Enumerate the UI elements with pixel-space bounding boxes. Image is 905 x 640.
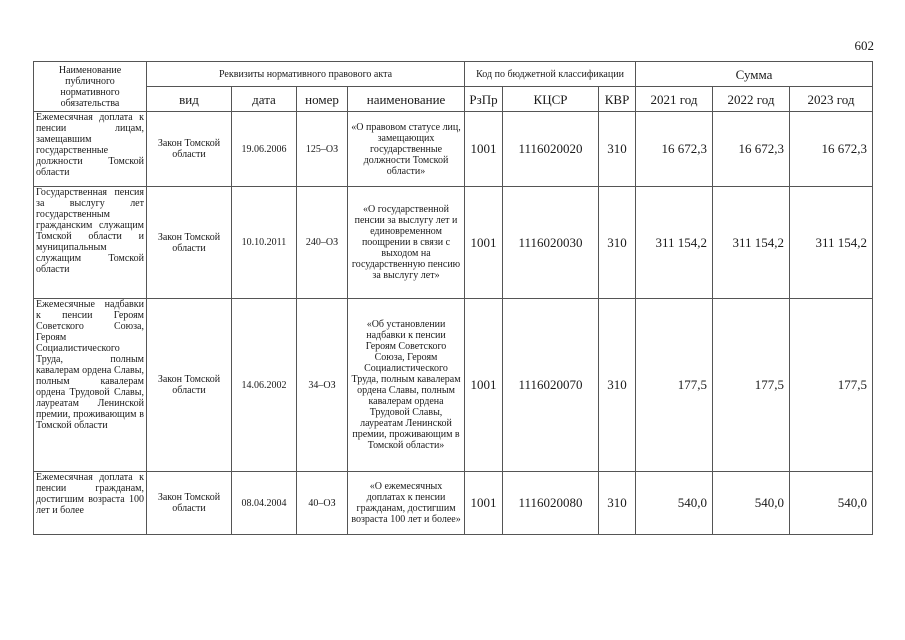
header-row-2 xyxy=(34,87,873,112)
sum-2021: 177,5 xyxy=(636,299,713,472)
act-number: 34–ОЗ xyxy=(297,299,348,472)
sum-2021: 311 154,2 xyxy=(636,187,713,299)
header-vid: вид xyxy=(147,87,232,112)
act-title: «О правовом статусе лиц, замещающих государственные должности Томской области» xyxy=(348,112,465,187)
sum-2023: 16 672,3 xyxy=(790,112,873,187)
code-kvr: 310 xyxy=(599,299,636,472)
obligation-name: Ежемесячная доплата к пенсии гражданам, достигшим возраста 100 лет и более xyxy=(34,472,147,535)
sum-2023: 311 154,2 xyxy=(790,187,873,299)
sum-2021: 540,0 xyxy=(636,472,713,535)
sum-2022: 16 672,3 xyxy=(713,112,790,187)
code-rzpr: 1001 xyxy=(465,472,503,535)
code-kcsr: 1116020080 xyxy=(503,472,599,535)
act-number: 40–ОЗ xyxy=(297,472,348,535)
act-title: «О ежемесячных доплатах к пенсии гражданам, достигшим возраста 100 лет и более» xyxy=(348,472,465,535)
header-code-group: Код по бюджетной классификации xyxy=(465,62,636,87)
act-type: Закон Томской области xyxy=(147,299,232,472)
code-rzpr: 1001 xyxy=(465,187,503,299)
code-kcsr: 1116020070 xyxy=(503,299,599,472)
act-date: 14.06.2002 xyxy=(232,299,297,472)
code-rzpr: 1001 xyxy=(465,299,503,472)
sum-2022: 540,0 xyxy=(713,472,790,535)
table-row xyxy=(34,472,873,535)
code-kcsr: 1116020030 xyxy=(503,187,599,299)
header-2023: 2023 год xyxy=(790,87,873,112)
act-title: «Об установлении надбавки к пенсии Героям Советского Союза, Героям Социалистического Труда, полным кавалерам ордена Славы, полным кавалерам ордена Трудовой Славы, лауреатам Ленинской премии, проживающим в Томской области» xyxy=(348,299,465,472)
header-2022: 2022 год xyxy=(713,87,790,112)
header-2021: 2021 год xyxy=(636,87,713,112)
code-kcsr: 1116020020 xyxy=(503,112,599,187)
header-kcsr: КЦСР xyxy=(503,87,599,112)
sum-2023: 540,0 xyxy=(790,472,873,535)
table-row xyxy=(34,187,873,299)
header-act-group: Реквизиты нормативного правового акта xyxy=(147,62,465,87)
code-kvr: 310 xyxy=(599,112,636,187)
sum-2021: 16 672,3 xyxy=(636,112,713,187)
act-date: 19.06.2006 xyxy=(232,112,297,187)
obligation-name: Ежемесячная доплата к пенсии лицам, замещавшим государственные должности Томской области xyxy=(34,112,147,187)
code-rzpr: 1001 xyxy=(465,112,503,187)
header-act-name: наименование xyxy=(348,87,465,112)
header-row-1 xyxy=(34,62,873,87)
code-kvr: 310 xyxy=(599,472,636,535)
act-number: 125–ОЗ xyxy=(297,112,348,187)
obligation-name: Ежемесячные надбавки к пенсии Героям Советского Союза, Героям Социалистического Труда, полным кавалерам ордена Славы, полным кавалерам ордена Трудовой Славы, лауреатам Ленинской премии, проживающим в Томской области xyxy=(34,299,147,472)
act-type: Закон Томской области xyxy=(147,472,232,535)
act-type: Закон Томской области xyxy=(147,187,232,299)
sum-2022: 177,5 xyxy=(713,299,790,472)
sum-2022: 311 154,2 xyxy=(713,187,790,299)
table-row xyxy=(34,112,873,187)
header-kvr: КВР xyxy=(599,87,636,112)
header-number: номер xyxy=(297,87,348,112)
header-sum-group: Сумма xyxy=(636,62,873,87)
act-date: 08.04.2004 xyxy=(232,472,297,535)
act-title: «О государственной пенсии за выслугу лет и единовременном поощрении в связи с выходом на государственную пенсию за выслугу лет» xyxy=(348,187,465,299)
sum-2023: 177,5 xyxy=(790,299,873,472)
page-number: 602 xyxy=(854,38,874,53)
header-date: дата xyxy=(232,87,297,112)
header-rzpr: РзПр xyxy=(465,87,503,112)
act-date: 10.10.2011 xyxy=(232,187,297,299)
code-kvr: 310 xyxy=(599,187,636,299)
obligation-name: Государственная пенсия за выслугу лет государственным гражданским служащим Томской области и муниципальным служащим Томской области xyxy=(34,187,147,299)
obligations-table xyxy=(33,61,873,535)
table-row xyxy=(34,299,873,472)
act-type: Закон Томской области xyxy=(147,112,232,187)
header-name: Наименование публичного нормативного обязательства xyxy=(34,62,147,112)
act-number: 240–ОЗ xyxy=(297,187,348,299)
